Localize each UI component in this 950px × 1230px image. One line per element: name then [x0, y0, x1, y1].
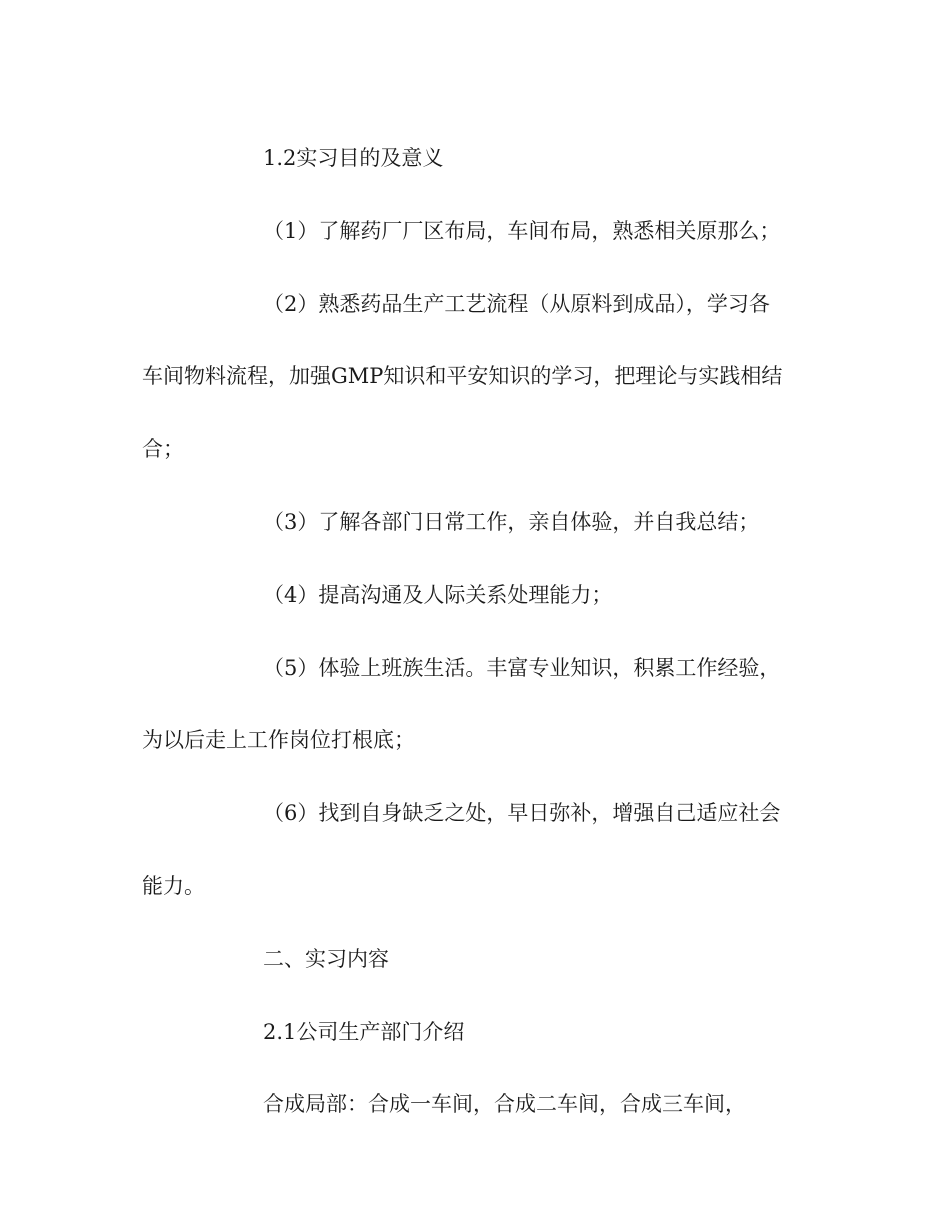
- list-item-6-line-2: 能力。: [142, 873, 205, 898]
- list-item-2-line-3: 合；: [142, 437, 184, 462]
- list-item-5-line-2: 为以后走上工作岗位打根底；: [142, 728, 415, 753]
- section-heading-1-2: 1.2实习目的及意义: [263, 146, 444, 170]
- document-body: [142, 122, 802, 1141]
- list-item-4: （4）提高沟通及人际关系处理能力；: [263, 582, 613, 607]
- list-item-1: （1）了解药厂厂区布局，车间布局，熟悉相关原那么；: [263, 218, 781, 243]
- list-item-2-line-2: 车间物料流程，加强GMP知识和平安知识的学习，把理论与实践相结: [142, 364, 783, 389]
- list-item-5-line-1: （5）体验上班族生活。丰富专业知识，积累工作经验，: [263, 655, 781, 680]
- section-heading-2: 二、实习内容: [263, 946, 389, 971]
- section-heading-2-1: 2.1公司生产部门介绍: [263, 1019, 465, 1044]
- list-item-2-line-1: （2）熟悉药品生产工艺流程（从原料到成品），学习各: [263, 291, 770, 316]
- paragraph-synthesis: 合成局部：合成一车间，合成二车间，合成三车间，: [263, 1092, 746, 1117]
- list-item-6-line-1: （6）找到自身缺乏之处，早日弥补，增强自己适应社会: [263, 801, 781, 826]
- list-item-3: （3）了解各部门日常工作，亲自体验，并自我总结；: [263, 509, 760, 534]
